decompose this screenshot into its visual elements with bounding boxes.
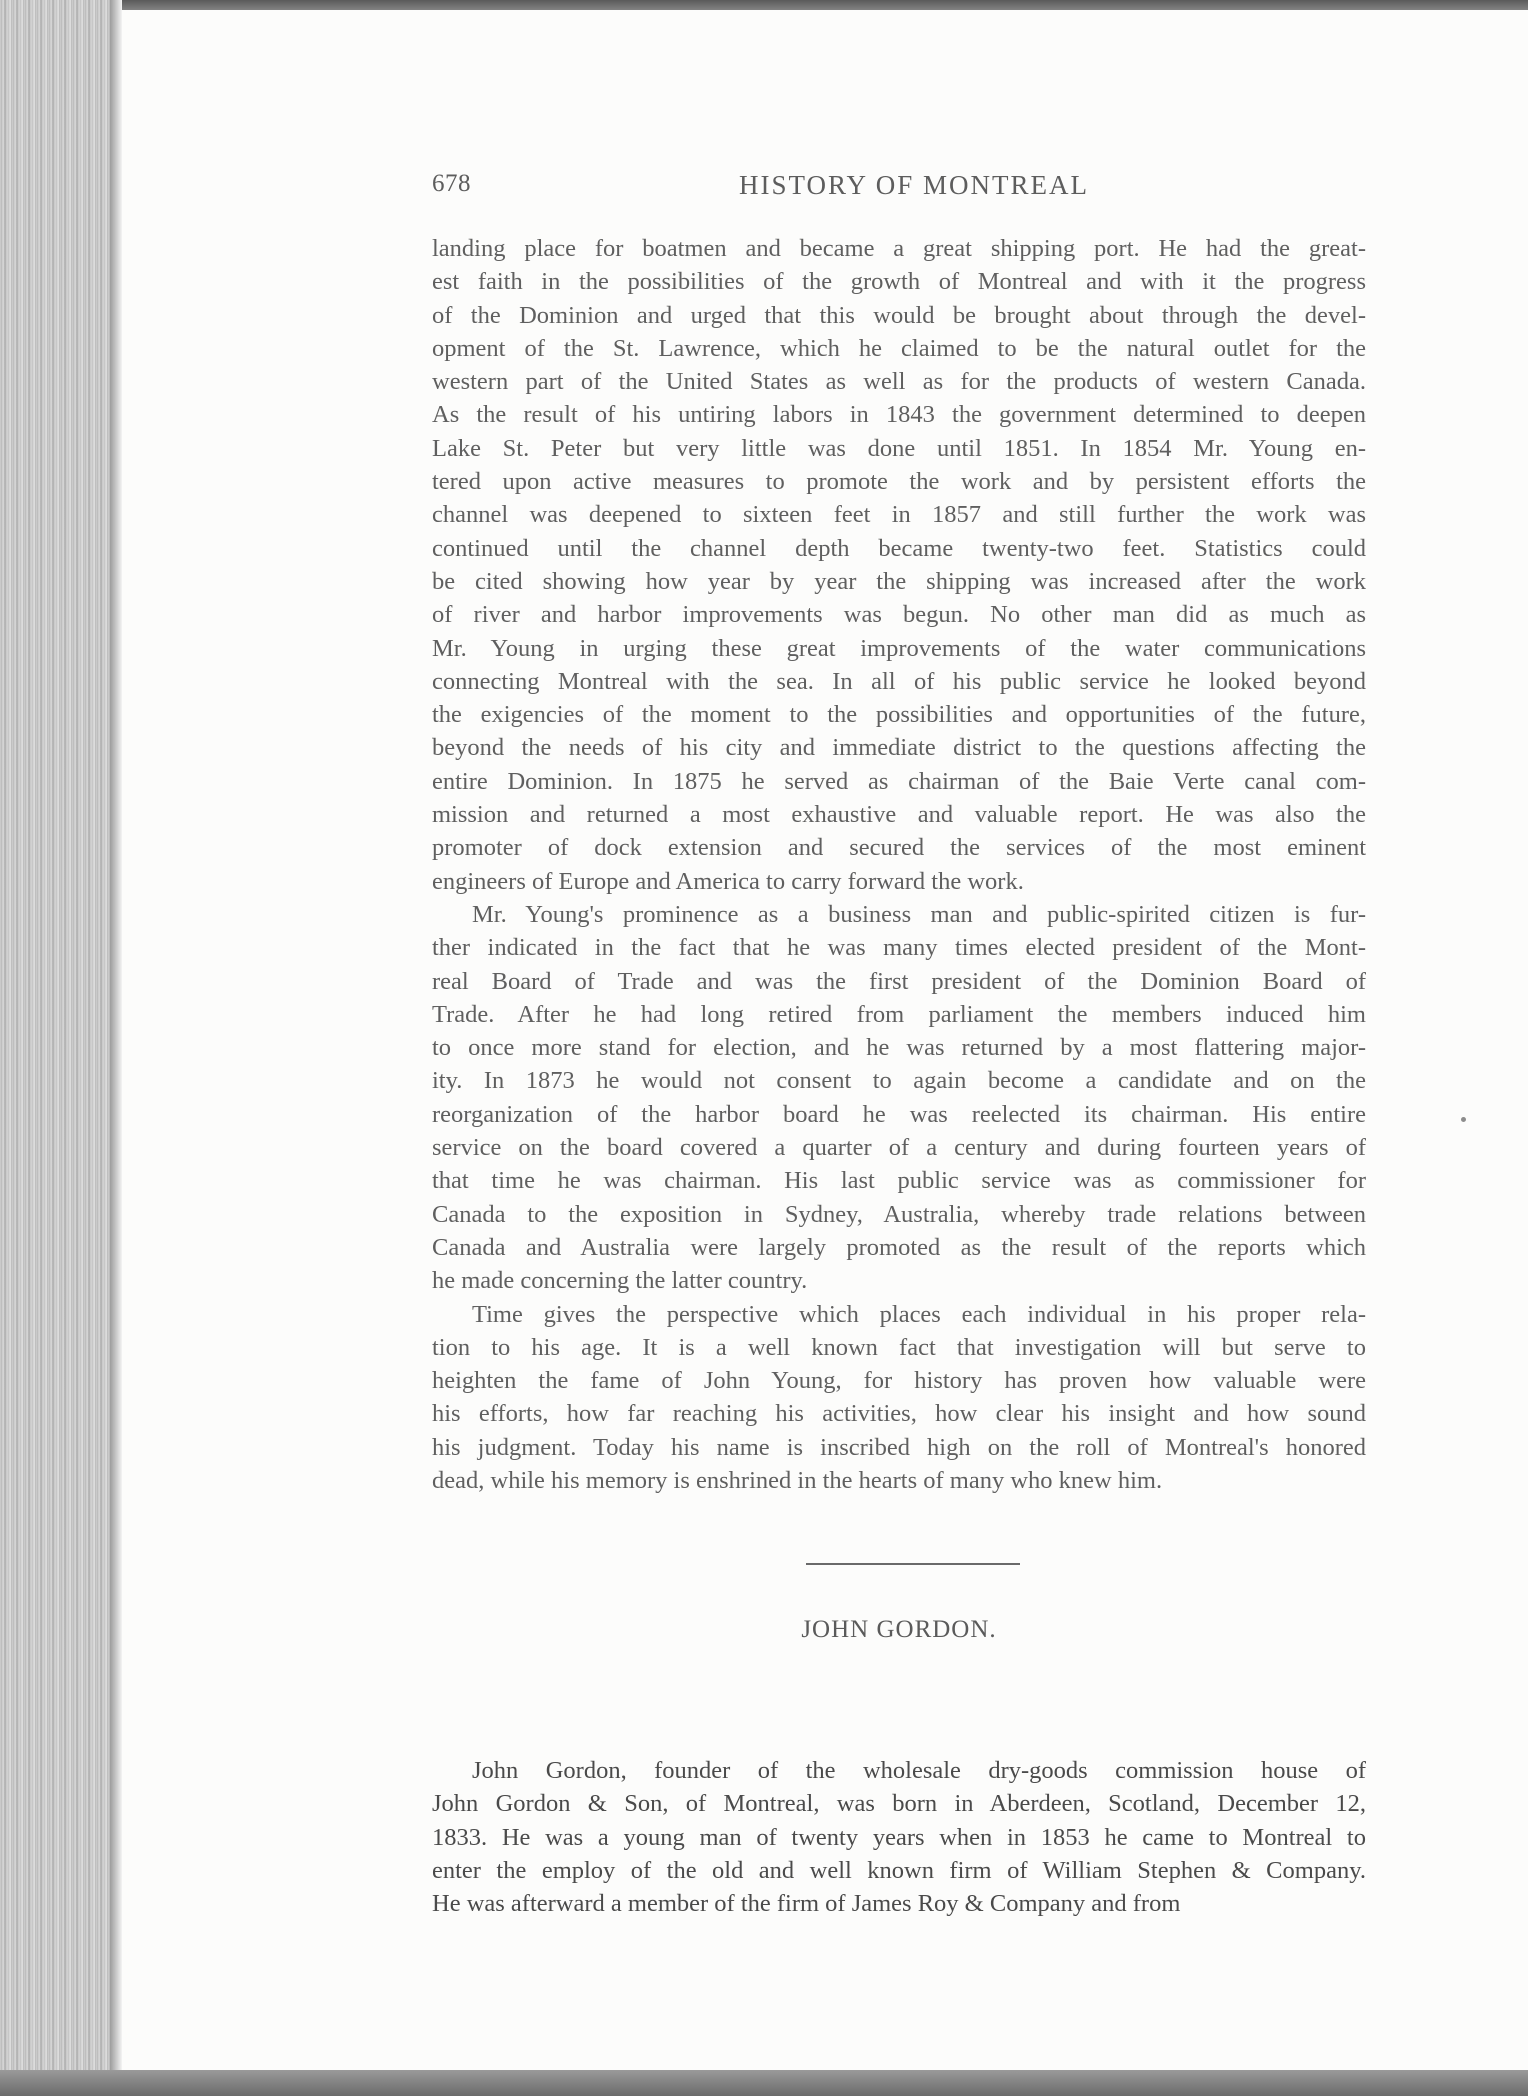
text-line: Mr. Young's prominence as a business man and public-spirited citizen is fur- xyxy=(472,900,1366,928)
text-line: entire Dominion. In 1875 he served as chairman of the Baie Verte canal com- xyxy=(432,767,1366,795)
text-line: As the result of his untiring labors in 1843 the government determined to deepen xyxy=(432,401,1366,429)
text-line: channel was deepened to sixteen feet in 1857 and still further the work was xyxy=(432,501,1366,529)
text-line: promoter of dock extension and secured the services of the most eminent xyxy=(432,834,1366,862)
book-page-edges xyxy=(0,0,122,2096)
running-head xyxy=(432,170,1450,200)
text-line: enter the employ of the old and well known firm of William Stephen & Company. xyxy=(432,1856,1366,1884)
text-line: his efforts, how far reaching his activities, how clear his insight and how sound xyxy=(432,1400,1366,1428)
article-body-john-gordon xyxy=(432,1754,1366,1920)
text-line: be cited showing how year by year the shipping was increased after the work xyxy=(432,567,1366,595)
text-line: He was afterward a member of the firm of James Roy & Company and from xyxy=(432,1890,1181,1918)
text-line: that time he was chairman. His last public service was as commissioner for xyxy=(432,1167,1366,1195)
text-line: est faith in the possibilities of the growth of Montreal and with it the progress xyxy=(432,268,1366,296)
text-line: opment of the St. Lawrence, which he claimed to be the natural outlet for the xyxy=(432,334,1366,362)
text-line: Canada to the exposition in Sydney, Australia, whereby trade relations between xyxy=(432,1200,1366,1228)
article-body-john-young xyxy=(432,232,1366,1497)
paragraph xyxy=(432,898,1366,1298)
paragraph xyxy=(432,1298,1366,1498)
text-line: heighten the fame of John Young, for history has proven how valuable were xyxy=(432,1367,1366,1395)
text-line: Trade. After he had long retired from parliament the members induced him xyxy=(432,1000,1366,1028)
scan-bottom-edge xyxy=(0,2070,1528,2096)
section-heading: JOHN GORDON. xyxy=(801,1616,997,1643)
scan-speck xyxy=(1461,1117,1466,1122)
text-line: landing place for boatmen and became a great shipping port. He had the great- xyxy=(432,235,1366,262)
text-line: engineers of Europe and America to carry forward the work. xyxy=(432,867,1024,895)
text-line: tion to his age. It is a well known fact that investigation will but serve to xyxy=(432,1333,1366,1361)
running-title: HISTORY OF MONTREAL xyxy=(739,170,1090,200)
section-divider xyxy=(806,1563,1020,1565)
text-line: John Gordon, founder of the wholesale dry-goods commission house of xyxy=(472,1757,1366,1784)
text-line: his judgment. Today his name is inscribed high on the roll of Montreal's honored xyxy=(432,1433,1366,1461)
text-line: of river and harbor improvements was begun. No other man did as much as xyxy=(432,601,1366,629)
text-line: continued until the channel depth became twenty-two feet. Statistics could xyxy=(432,534,1366,562)
page-number: 678 xyxy=(432,170,471,197)
text-line: real Board of Trade and was the first president of the Dominion Board of xyxy=(432,967,1366,995)
text-line: the exigencies of the moment to the possibilities and opportunities of the future, xyxy=(432,701,1366,729)
text-line: 1833. He was a young man of twenty years when in 1853 he came to Montreal to xyxy=(432,1823,1366,1851)
text-line: dead, while his memory is enshrined in the hearts of many who knew him. xyxy=(432,1466,1163,1494)
text-line: John Gordon & Son, of Montreal, was born in Aberdeen, Scotland, December 12, xyxy=(432,1790,1366,1818)
paragraph xyxy=(432,1754,1366,1920)
text-line: connecting Montreal with the sea. In all of his public service he looked beyond xyxy=(432,667,1366,695)
text-line: he made concerning the latter country. xyxy=(432,1267,808,1295)
text-line: tered upon active measures to promote the work and by persistent efforts the xyxy=(432,468,1366,496)
text-line: of the Dominion and urged that this would be brought about through the devel- xyxy=(432,301,1366,329)
text-line: Time gives the perspective which places each individual in his proper rela- xyxy=(472,1300,1366,1328)
text-line: Mr. Young in urging these great improvements of the water communications xyxy=(432,634,1366,662)
text-line: Canada and Australia were largely promoted as the result of the reports which xyxy=(432,1233,1366,1261)
text-line: Lake St. Peter but very little was done until 1851. In 1854 Mr. Young en- xyxy=(432,434,1366,462)
paragraph xyxy=(432,232,1366,898)
text-line: western part of the United States as well as for the products of western Canada. xyxy=(432,368,1366,396)
text-line: ity. In 1873 he would not consent to again become a candidate and on the xyxy=(432,1067,1366,1095)
text-line: ther indicated in the fact that he was many times elected president of the Mont- xyxy=(432,934,1366,962)
text-line: reorganization of the harbor board he was reelected its chairman. His entire xyxy=(432,1100,1366,1128)
text-line: beyond the needs of his city and immediate district to the questions affecting the xyxy=(432,734,1366,762)
text-line: to once more stand for election, and he was returned by a most flattering major- xyxy=(432,1034,1366,1062)
text-line: service on the board covered a quarter of a century and during fourteen years of xyxy=(432,1134,1366,1162)
text-line: mission and returned a most exhaustive and valuable report. He was also the xyxy=(432,801,1366,829)
